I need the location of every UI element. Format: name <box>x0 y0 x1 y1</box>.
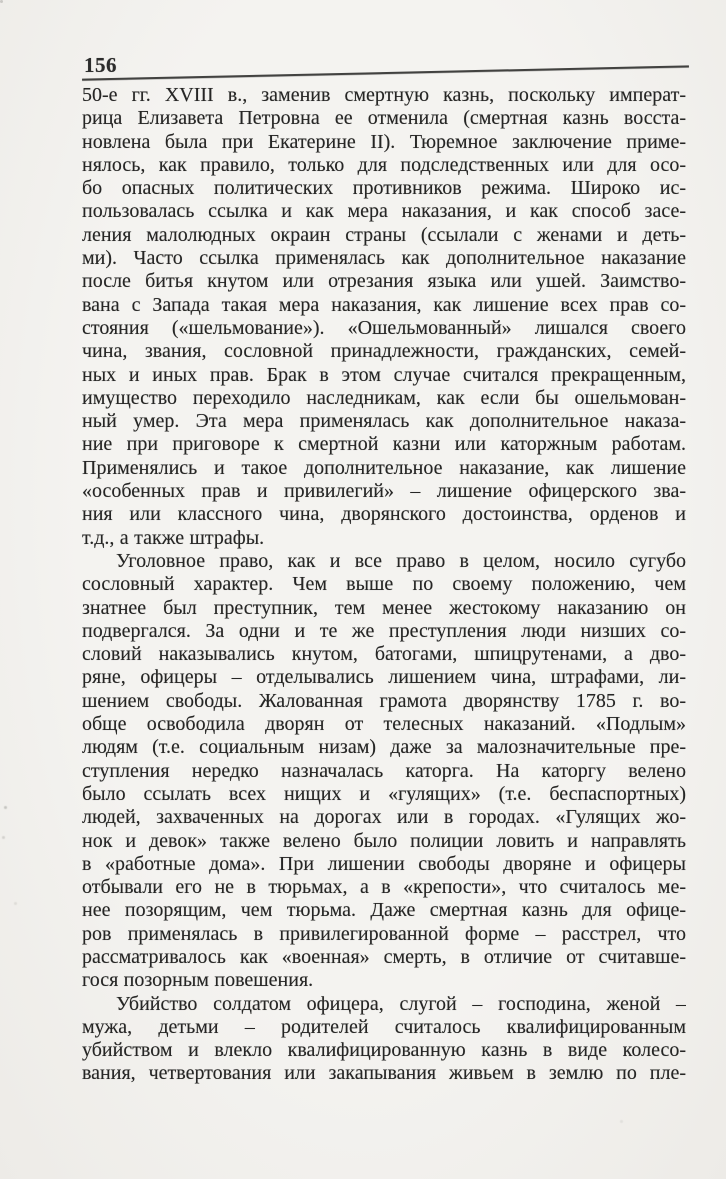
text-line: людей, захваченных на дорогах или в городах. «Гулящих жо- <box>82 806 686 829</box>
text-line: Уголовное право, как и все право в целом, носило сугубо <box>116 549 686 572</box>
text-line: шением свободы. Жалованная грамота дворянству 1785 г. во- <box>82 689 686 712</box>
text-line: было ссылать всех нищих и «гулящих» (т.е. беспаспортных) <box>82 782 686 805</box>
page-number: 156 <box>84 53 117 77</box>
text-line: вана с Запада такая мера наказания, как лишение всех прав со- <box>82 293 686 316</box>
text-line: ления малолюдных окраин страны (ссылали с женами и деть- <box>82 223 686 246</box>
text-line: Применялись и такое дополнительное наказание, как лишение <box>82 456 686 479</box>
text-line: нок и девок» также велено было полиции ловить и направлять <box>82 829 686 852</box>
text-line: ми). Часто ссылка применялась как дополнительное наказание <box>82 247 686 270</box>
header-rule <box>82 65 689 80</box>
text-line: ный умер. Эта мера применялась как дополнительное наказа- <box>82 410 686 433</box>
text-line: убийством и влекло квалифицированную казнь в виде колесо- <box>82 1039 686 1062</box>
text-line: имущество переходило наследникам, как если бы ошельмован- <box>82 386 686 409</box>
text-line: в «работные дома». При лишении свободы дворяне и офицеры <box>82 852 686 875</box>
text-line: пользовалась ссылка и как мера наказания, и как способ засе- <box>82 200 686 223</box>
text-line: ние при приговоре к смертной казни или каторжным работам. <box>82 433 686 456</box>
text-block <box>82 84 686 1086</box>
text-line: нее позорящим, чем тюрьма. Даже смертная казнь для офице- <box>82 899 686 922</box>
text-line: сословный характер. Чем выше по своему положению, чем <box>82 573 686 596</box>
text-line: отбывали его не в тюрьмах, а в «крепости», что считалось ме- <box>82 876 686 899</box>
text-line: новлена была при Екатерине II). Тюремное заключение приме- <box>82 130 686 153</box>
text-line: «особенных прав и привилегий» – лишение офицерского зва- <box>82 480 686 503</box>
text-line: Убийство солдатом офицера, слугой – господина, женой – <box>116 992 686 1015</box>
text-line: рассматривалось как «военная» смерть, в отличие от считавше- <box>82 945 686 968</box>
text-line: ров применялась в привилегированной форме – расстрел, что <box>82 922 686 945</box>
text-line: ряне, офицеры – отделывались лишением чина, штрафами, ли- <box>82 666 686 689</box>
text-line: нялось, как правило, только для подследственных или для осо- <box>82 153 686 176</box>
text-line: словий наказывались кнутом, батогами, шпицрутенами, а дво- <box>82 643 686 666</box>
text-line: бо опасных политических противников режима. Широко ис- <box>82 177 686 200</box>
text-line: стояния («шельмование»). «Ошельмованный» лишался своего <box>82 316 686 339</box>
text-line: ния или классного чина, дворянского достоинства, орденов и <box>82 503 686 526</box>
text-line: знатнее был преступник, тем менее жестокому наказанию он <box>82 596 686 619</box>
text-line: ступления нередко назначалась каторга. На каторгу велено <box>82 759 686 782</box>
text-line: после битья кнутом или отрезания языка или ушей. Заимство- <box>82 270 686 293</box>
text-line: подвергался. За одни и те же преступления люди низших со- <box>82 619 686 642</box>
text-line: гося позорным повешения. <box>82 969 314 992</box>
text-line: т.д., а также штрафы. <box>82 526 265 549</box>
text-line: обще освободила дворян от телесных наказаний. «Подлым» <box>82 713 686 736</box>
text-line: ных и иных прав. Брак в этом случае считался прекращенным, <box>82 363 686 386</box>
text-line: мужа, детьми – родителей считалось квалифицированным <box>82 1015 686 1038</box>
text-line: чина, звания, сословной принадлежности, гражданских, семей- <box>82 340 686 363</box>
text-line: 50-е гг. XVIII в., заменив смертную казнь, поскольку императ- <box>82 84 686 106</box>
text-line: вания, четвертования или закапывания живьем в землю по пле- <box>82 1062 686 1085</box>
text-line: рица Елизавета Петровна ее отменила (смертная казнь восста- <box>82 107 686 130</box>
text-line: людям (т.е. социальным низам) даже за малозначительные пре- <box>82 736 686 759</box>
scan-speck <box>0 0 3 3</box>
